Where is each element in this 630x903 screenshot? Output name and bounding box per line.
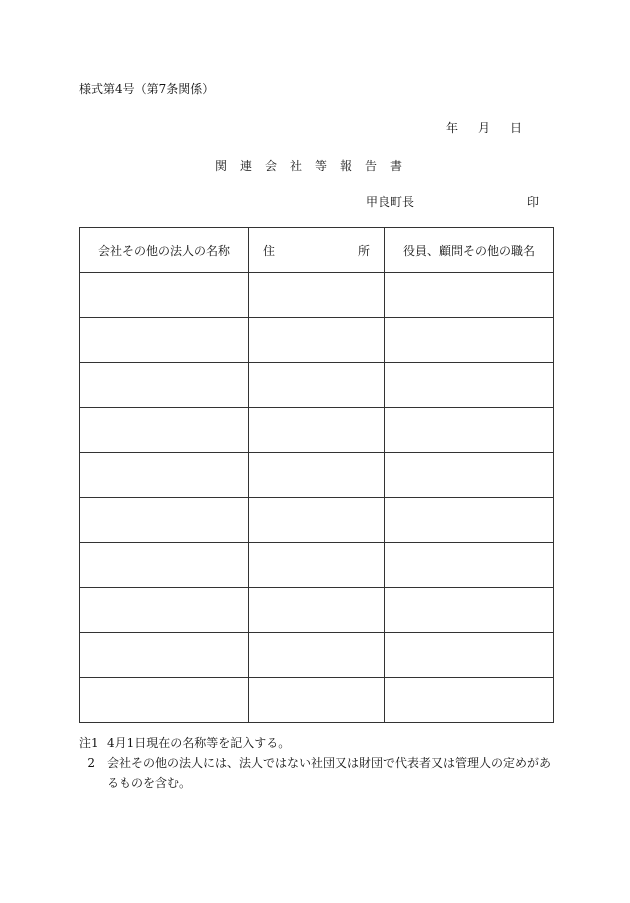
form-number: 様式第4号（第7条関係） bbox=[79, 82, 215, 96]
table-row bbox=[80, 453, 554, 498]
table-cell[interactable] bbox=[80, 273, 249, 318]
table-cell[interactable] bbox=[385, 363, 554, 408]
notes bbox=[79, 733, 553, 793]
date-line bbox=[446, 119, 522, 136]
table-row bbox=[80, 588, 554, 633]
day-label: 日 bbox=[510, 121, 523, 135]
table-cell[interactable] bbox=[385, 588, 554, 633]
table-cell[interactable] bbox=[385, 543, 554, 588]
document-title: 関連会社等報告書 bbox=[214, 159, 416, 173]
header-address-part2: 所 bbox=[357, 243, 370, 258]
table-row bbox=[80, 273, 554, 318]
note-1-number: 注1 bbox=[79, 736, 99, 750]
note-2-number: 2 bbox=[87, 756, 95, 770]
table-cell[interactable] bbox=[80, 588, 249, 633]
table-cell[interactable] bbox=[385, 633, 554, 678]
table-cell[interactable] bbox=[249, 633, 385, 678]
table-cell[interactable] bbox=[249, 363, 385, 408]
table-cell[interactable] bbox=[249, 318, 385, 363]
table-row bbox=[80, 543, 554, 588]
table-row bbox=[80, 633, 554, 678]
table-cell[interactable] bbox=[80, 453, 249, 498]
table-cell[interactable] bbox=[80, 408, 249, 453]
table-cell[interactable] bbox=[80, 543, 249, 588]
table-cell[interactable] bbox=[80, 498, 249, 543]
table-header-row bbox=[80, 228, 554, 273]
month-label: 月 bbox=[478, 121, 491, 135]
header-position: 役員、顧問その他の職名 bbox=[385, 228, 554, 273]
table-cell[interactable] bbox=[249, 408, 385, 453]
table-cell[interactable] bbox=[80, 678, 249, 723]
table-cell[interactable] bbox=[385, 453, 554, 498]
table-row bbox=[80, 408, 554, 453]
table-cell[interactable] bbox=[385, 408, 554, 453]
note-2 bbox=[79, 753, 553, 793]
seal-mark: 印 bbox=[527, 195, 540, 209]
table-cell[interactable] bbox=[80, 363, 249, 408]
recipient: 甲良町長 bbox=[366, 195, 415, 209]
table-cell[interactable] bbox=[385, 318, 554, 363]
table-cell[interactable] bbox=[385, 498, 554, 543]
table-row bbox=[80, 498, 554, 543]
header-company-name: 会社その他の法人の名称 bbox=[80, 228, 249, 273]
table-cell[interactable] bbox=[249, 678, 385, 723]
table-cell[interactable] bbox=[249, 273, 385, 318]
table-row bbox=[80, 363, 554, 408]
note-1-text: 4月1日現在の名称等を記入する。 bbox=[107, 736, 291, 750]
table-cell[interactable] bbox=[249, 543, 385, 588]
table-cell[interactable] bbox=[249, 453, 385, 498]
year-label: 年 bbox=[446, 121, 459, 135]
table-row bbox=[80, 678, 554, 723]
table-row bbox=[80, 318, 554, 363]
header-address bbox=[249, 228, 385, 273]
report-table bbox=[79, 227, 554, 723]
table-cell[interactable] bbox=[80, 318, 249, 363]
table-cell[interactable] bbox=[80, 633, 249, 678]
table-cell[interactable] bbox=[385, 678, 554, 723]
note-2-text: 会社その他の法人には、法人ではない社団又は財団で代表者又は管理人の定めがあるものを含む。 bbox=[107, 756, 552, 790]
table-cell[interactable] bbox=[249, 498, 385, 543]
table-cell[interactable] bbox=[385, 273, 554, 318]
table-cell[interactable] bbox=[249, 588, 385, 633]
header-address-part1: 住 bbox=[263, 243, 276, 258]
note-1 bbox=[79, 733, 553, 753]
